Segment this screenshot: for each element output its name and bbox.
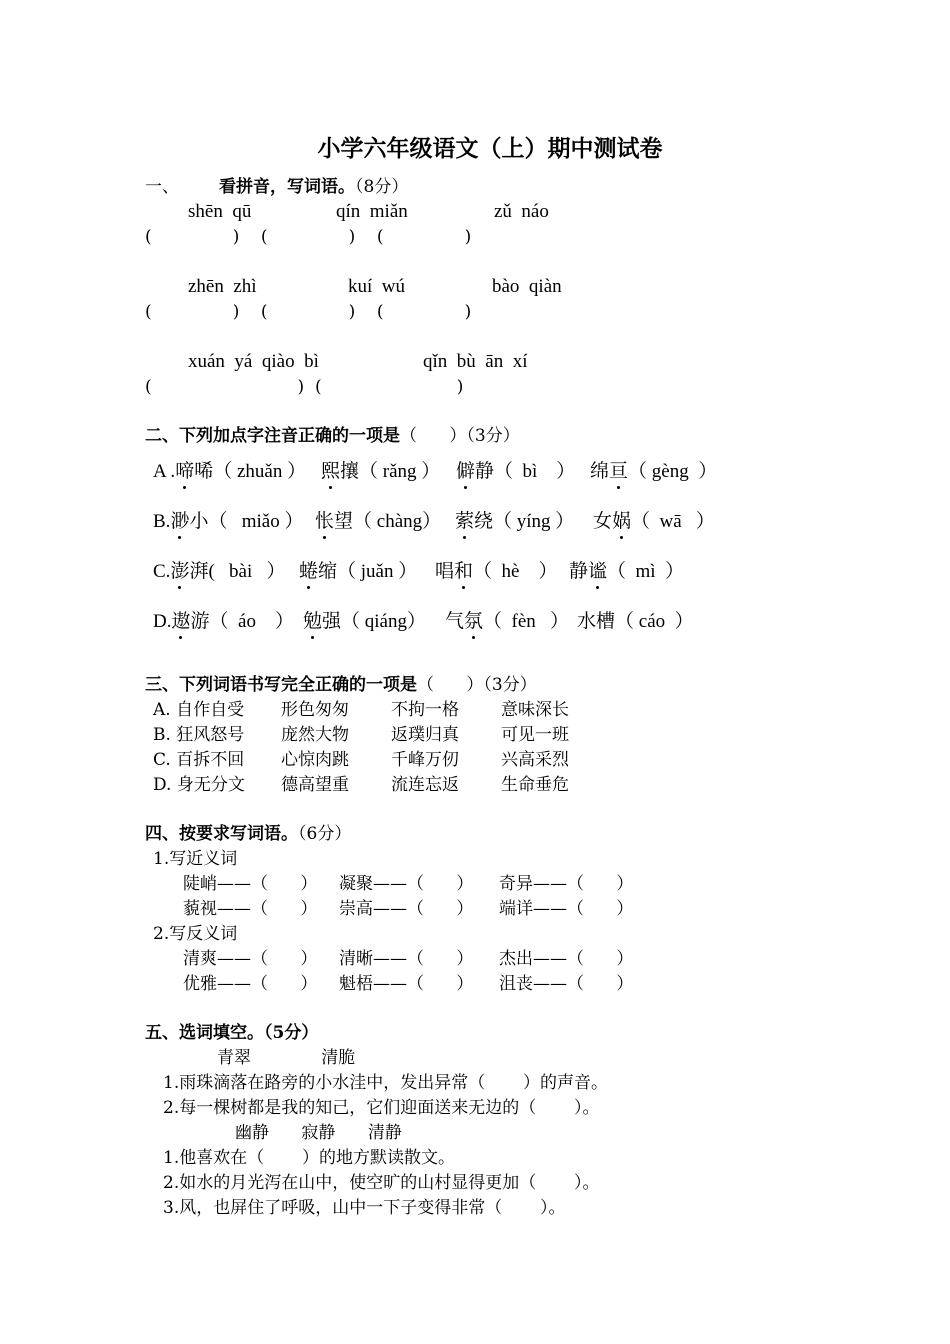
fill-item: 凝聚——（ ） — [339, 874, 474, 894]
word-pinyin: （ mì ） — [607, 561, 685, 582]
dotted-char: 萦 — [455, 511, 475, 532]
option-item — [455, 511, 593, 533]
q5-group2-sentence-3[interactable]: 3.风，也屏住了呼吸，山中一下子变得非常（ ）。 — [163, 1198, 566, 1218]
q1-heading-text: 看拼音，写词语。 — [219, 177, 355, 197]
q3-score: （ ）（3分） — [417, 675, 537, 695]
word-suffix: 游 — [190, 611, 210, 632]
word-pinyin: （ áo ） — [209, 611, 294, 632]
word-prefix: 水 — [577, 611, 597, 632]
word-pinyin: （ wā ） — [631, 511, 715, 532]
word-suffix: 强 — [322, 611, 342, 632]
word-pinyin: （ hè ） — [473, 561, 558, 582]
option-item — [435, 561, 569, 583]
fill-item: 优雅——（ ） — [183, 974, 318, 994]
pinyin-item: xuán yá qiào bì — [188, 351, 319, 372]
option-item — [303, 611, 445, 633]
q4-synonym-row-2[interactable] — [183, 898, 633, 920]
q4-heading — [145, 823, 351, 845]
option-item — [153, 511, 315, 533]
word-pinyin: （ qiáng） — [341, 611, 426, 632]
q5-group2-words: 幽静 寂静 清静 — [235, 1123, 402, 1143]
q4-sub2-label: 2.写反义词 — [153, 924, 238, 944]
option-item — [577, 611, 694, 633]
q1-pinyin-row-1 — [188, 201, 549, 223]
q2-heading-text: 二、下列加点字注音正确的一项是 — [145, 426, 400, 446]
pinyin-item: qín miǎn — [336, 201, 408, 222]
option-item — [315, 511, 455, 533]
word-pinyin: （ gèng ） — [628, 461, 718, 482]
dotted-char: 熙 — [321, 461, 341, 482]
word-item: 心惊肉跳 — [281, 750, 349, 770]
word-item: 流连忘返 — [391, 775, 459, 795]
q3-heading — [145, 674, 537, 696]
q1-heading — [145, 176, 408, 198]
dotted-char: 娲 — [612, 511, 632, 532]
word-item: D. 身无分文 — [153, 775, 245, 795]
word-suffix: 缩 — [318, 561, 338, 582]
q1-number: 一、 — [145, 177, 179, 197]
word-item: 庞然大物 — [281, 725, 349, 745]
word-item: 德高望重 — [281, 775, 349, 795]
fill-item: 崇高——（ ） — [339, 899, 474, 919]
fill-item: 魁梧——（ ） — [339, 974, 474, 994]
word-pinyin: （ bì ） — [494, 461, 576, 482]
q3-option-d[interactable] — [153, 774, 569, 796]
word-prefix: 唱 — [435, 561, 455, 582]
dotted-char: 怅 — [315, 511, 335, 532]
q4-antonym-row-2[interactable] — [183, 973, 633, 995]
dotted-char: 僻 — [456, 461, 476, 482]
word-item: 意味深长 — [501, 700, 569, 720]
dotted-char: 啼 — [175, 461, 195, 482]
q1-pinyin-row-2 — [188, 276, 562, 298]
pinyin-item: kuí wú — [348, 276, 405, 297]
q3-option-b[interactable] — [153, 724, 569, 746]
dotted-char: 遨 — [171, 611, 191, 632]
q3-option-c[interactable] — [153, 749, 569, 771]
fill-item: 清爽——（ ） — [183, 949, 318, 969]
word-pinyin: （ rǎng ） — [359, 461, 441, 482]
fill-item: 沮丧——（ ） — [499, 974, 634, 994]
word-pinyin: ( bài ） — [208, 561, 286, 582]
q1-blank-row-1[interactable]: ( ) ( ) ( ) — [145, 227, 472, 247]
word-suffix: 唏 — [194, 461, 214, 482]
q4-score: （6分） — [298, 824, 352, 844]
q2-option-c[interactable] — [153, 561, 684, 583]
word-item: 生命垂危 — [501, 775, 569, 795]
word-pinyin: （ zhuǎn ） — [213, 461, 307, 482]
q3-option-a[interactable] — [153, 699, 569, 721]
pinyin-item: bào qiàn — [492, 276, 562, 297]
word-pinyin: （ chàng） — [353, 511, 442, 532]
dotted-char: 谧 — [588, 561, 608, 582]
dotted-char: 和 — [454, 561, 474, 582]
dotted-char: 勉 — [303, 611, 323, 632]
q1-blank-row-2[interactable]: ( ) ( ) ( ) — [145, 302, 472, 322]
option-item — [299, 561, 435, 583]
fill-item: 杰出——（ ） — [499, 949, 634, 969]
word-pinyin: （ cáo ） — [615, 611, 694, 632]
fill-item: 藐视——（ ） — [183, 899, 318, 919]
word-prefix: 绵 — [590, 461, 610, 482]
word-item: A. 自作自受 — [153, 700, 245, 720]
word-item: B. 狂风怒号 — [153, 725, 245, 745]
dotted-char: 氛 — [464, 611, 484, 632]
word-item: 形色匆匆 — [281, 700, 349, 720]
q2-option-d[interactable] — [153, 611, 694, 633]
page-title: 小学六年级语文（上）期中测试卷 — [317, 135, 663, 162]
word-item: 返璞归真 — [391, 725, 459, 745]
word-item: 不拘一格 — [391, 700, 459, 720]
plain-char: 槽 — [596, 611, 616, 632]
word-item: 千峰万仞 — [391, 750, 459, 770]
q5-group2-sentence-1[interactable]: 1.他喜欢在（ ）的地方默读散文。 — [163, 1148, 456, 1168]
word-suffix: 望 — [334, 511, 354, 532]
word-suffix: 小 — [189, 511, 209, 532]
word-prefix: 气 — [445, 611, 465, 632]
word-prefix: 静 — [569, 561, 589, 582]
q1-blank-row-3[interactable]: ( ) ( ) — [145, 377, 464, 397]
option-item — [569, 561, 684, 583]
word-pinyin: （ yíng ） — [493, 511, 575, 532]
word-item: 兴高采烈 — [501, 750, 569, 770]
option-item — [445, 611, 577, 633]
option-item — [456, 461, 590, 483]
pinyin-item: zhēn zhì — [188, 276, 257, 297]
q4-heading-text: 四、按要求写词语。 — [145, 824, 298, 844]
word-suffix: 绕 — [474, 511, 494, 532]
option-item — [153, 461, 321, 483]
fill-item: 清晰——（ ） — [339, 949, 474, 969]
dotted-char: 亘 — [609, 461, 629, 482]
q2-option-a[interactable] — [153, 461, 717, 483]
option-item — [153, 561, 299, 583]
word-prefix: A . — [153, 461, 176, 482]
word-suffix: 攘 — [340, 461, 360, 482]
pinyin-item: shēn qū — [188, 201, 252, 222]
dotted-char: 蜷 — [299, 561, 319, 582]
word-item: 可见一班 — [501, 725, 569, 745]
fill-item: 奇异——（ ） — [499, 874, 634, 894]
q5-group2-sentence-2[interactable]: 2.如水的月光泻在山中，使空旷的山村显得更加（ ）。 — [163, 1173, 600, 1193]
word-prefix: C. — [153, 561, 171, 582]
fill-item: 陡峭——（ ） — [183, 874, 318, 894]
option-item — [593, 511, 715, 533]
word-pinyin: （ miǎo ） — [208, 511, 304, 532]
q4-sub1-label: 1.写近义词 — [153, 849, 238, 869]
q4-antonym-row-1[interactable] — [183, 948, 633, 970]
option-item — [153, 611, 303, 633]
word-suffix: 静 — [475, 461, 495, 482]
q1-score: （8分） — [355, 177, 409, 197]
option-item — [321, 461, 456, 483]
q5-group1-sentence-2[interactable]: 2.每一棵树都是我的知己，它们迎面送来无边的（ ）。 — [163, 1098, 600, 1118]
fill-item: 端详——（ ） — [499, 899, 634, 919]
pinyin-item: qǐn bù ān xí — [423, 351, 528, 372]
word-prefix: 女 — [593, 511, 613, 532]
dotted-char: 渺 — [170, 511, 190, 532]
q5-group1-sentence-1[interactable]: 1.雨珠滴落在路旁的小水洼中，发出异常（ ）的声音。 — [163, 1073, 609, 1093]
pinyin-item: zǔ náo — [494, 201, 549, 222]
word-pinyin: （ juǎn ） — [337, 561, 418, 582]
word-prefix: D. — [153, 611, 172, 632]
word-item: C. 百拆不回 — [153, 750, 245, 770]
word-prefix: B. — [153, 511, 171, 532]
option-item — [590, 461, 717, 483]
q5-group1-words: 青翠 清脆 — [217, 1048, 356, 1068]
word-pinyin: （ fèn ） — [483, 611, 570, 632]
q2-heading — [145, 425, 520, 447]
q3-heading-text: 三、下列词语书写完全正确的一项是 — [145, 675, 417, 695]
q1-pinyin-row-3 — [188, 351, 528, 373]
q5-heading: 五、选词填空。（5分） — [145, 1023, 319, 1043]
q2-option-b[interactable] — [153, 511, 715, 533]
dotted-char: 澎 — [170, 561, 190, 582]
q2-score: （ ）（3分） — [400, 426, 520, 446]
q4-synonym-row-1[interactable] — [183, 873, 633, 895]
word-suffix: 湃 — [189, 561, 209, 582]
